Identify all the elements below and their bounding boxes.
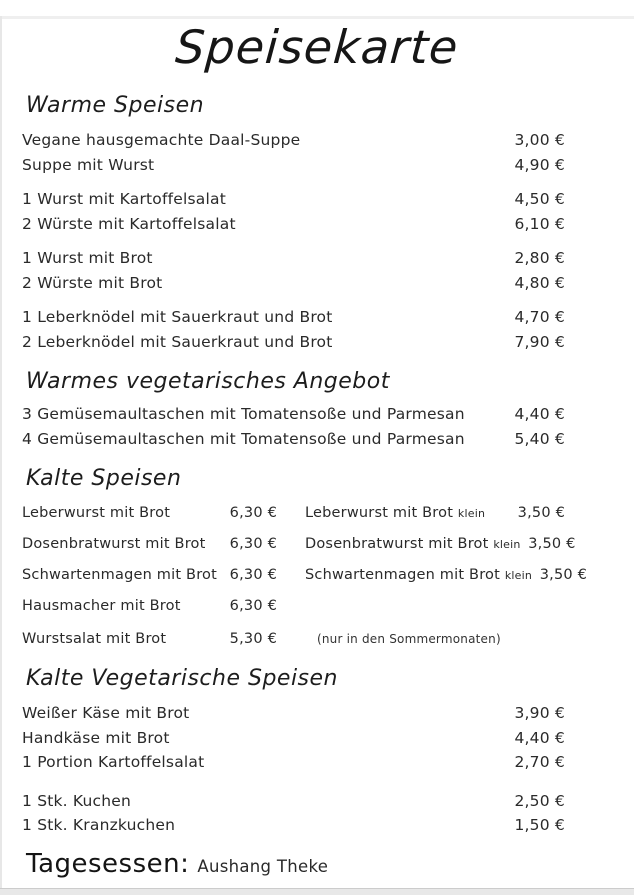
item-price: 7,90 €: [514, 332, 565, 351]
item-group: [22, 701, 565, 775]
item-name: Wurstsalat mit Brot: [22, 631, 167, 647]
item-name-small-portion: Schwartenmagen mit Brot klein: [305, 567, 533, 583]
menu-item-row: [22, 750, 565, 775]
item-group: [22, 187, 565, 236]
item-price: 6,30 €: [229, 567, 277, 583]
item-price: 2,50 €: [514, 791, 565, 810]
item-name: Schwartenmagen mit Brot: [22, 567, 217, 583]
menu-item-row: [22, 563, 588, 588]
menu-item-row: [22, 813, 565, 838]
menu-item-row: [22, 427, 565, 452]
size-label: klein: [504, 569, 533, 582]
item-group: [22, 402, 565, 451]
item-name: Leberwurst mit Brot: [22, 505, 171, 521]
item-price: 5,30 €: [229, 631, 277, 647]
page-bottom-edge: [0, 888, 634, 895]
menu-item-row: [22, 627, 565, 651]
item-price: 4,40 €: [514, 728, 565, 747]
item-name: Hausmacher mit Brot: [22, 598, 181, 614]
item-price: 3,90 €: [514, 704, 565, 722]
item-name-small-portion: Leberwurst mit Brot klein: [305, 505, 486, 521]
menu-page: [0, 16, 634, 895]
menu-item-row: [22, 246, 565, 271]
item-name: Weißer Käse mit Brot: [22, 704, 190, 722]
item-price: 3,50 €: [528, 536, 576, 552]
menu-item-row: [22, 271, 565, 296]
menu-item-row: [22, 305, 565, 330]
item-price: 4,70 €: [514, 308, 565, 326]
item-name: 2 Würste mit Brot: [22, 273, 163, 292]
item-name: Dosenbratwurst mit Brot: [22, 536, 206, 552]
menu-item-row: [22, 402, 565, 427]
item-price: 3,50 €: [539, 567, 588, 583]
item-group: [22, 305, 565, 354]
size-label: klein: [457, 507, 486, 520]
item-price: 6,10 €: [514, 214, 565, 233]
item-name: Vegane hausgemachte Daal-Suppe: [22, 131, 301, 149]
item-price: 6,30 €: [229, 536, 277, 552]
page-title: Speisekarte: [173, 20, 461, 74]
menu-item-row: [22, 701, 565, 726]
item-price: 4,50 €: [514, 190, 565, 208]
item-name: 1 Leberknödel mit Sauerkraut und Brot: [22, 308, 333, 326]
menu-item-row: [22, 789, 565, 814]
daily-special-line: [22, 848, 565, 880]
item-name: 1 Stk. Kranzkuchen: [22, 816, 176, 834]
item-name-small-portion: Dosenbratwurst mit Brot klein: [305, 536, 521, 552]
item-group: [22, 246, 565, 295]
item-name: 1 Wurst mit Brot: [22, 249, 153, 267]
daily-special-value: Aushang Theke: [197, 856, 329, 876]
item-name: Suppe mit Wurst: [22, 155, 155, 174]
item-name: Handkäse mit Brot: [22, 728, 170, 747]
item-price: 1,50 €: [514, 816, 565, 834]
item-name: 4 Gemüsemaultaschen mit Tomatensoße und Parmesan: [22, 429, 465, 448]
item-price: 3,50 €: [517, 505, 565, 521]
item-group: [22, 789, 565, 838]
item-price: 4,40 €: [514, 405, 565, 423]
item-name: 2 Würste mit Kartoffelsalat: [22, 214, 236, 233]
item-group: [22, 128, 565, 177]
section-heading-kalte-vegetarische-speisen: Kalte Vegetarische Speisen: [26, 666, 338, 691]
item-price: 5,40 €: [514, 429, 565, 448]
menu-item-row: [22, 501, 565, 526]
item-name: 1 Portion Kartoffelsalat: [22, 753, 205, 771]
menu-content: [0, 92, 634, 880]
menu-item-row: [22, 532, 576, 557]
item-name: 3 Gemüsemaultaschen mit Tomatensoße und Parmesan: [22, 405, 465, 423]
menu-item-row: [22, 128, 565, 153]
section-heading-kalte-speisen: Kalte Speisen: [26, 466, 182, 491]
menu-item-row: [22, 187, 565, 212]
menu-item-row: [22, 726, 565, 751]
size-label: klein: [493, 538, 521, 551]
item-price: 4,80 €: [514, 273, 565, 292]
menu-item-row: [22, 153, 565, 178]
item-name: 2 Leberknödel mit Sauerkraut und Brot: [22, 332, 333, 351]
item-price: 6,30 €: [229, 598, 277, 614]
section-heading-warme-speisen: Warme Speisen: [26, 93, 205, 118]
item-name: 1 Stk. Kuchen: [22, 791, 132, 810]
menu-item-row: [22, 594, 565, 618]
item-price: 2,80 €: [514, 249, 565, 267]
item-price: 2,70 €: [514, 753, 565, 771]
item-price: 3,00 €: [514, 131, 565, 149]
menu-item-row: [22, 212, 565, 237]
daily-special-label: Tagesessen:: [26, 848, 190, 879]
item-name: 1 Wurst mit Kartoffelsalat: [22, 190, 226, 208]
section-heading-warmes-vegetarisches-angebot: Warmes vegetarisches Angebot: [26, 369, 390, 394]
menu-item-row: [22, 330, 565, 355]
item-price: 4,90 €: [514, 155, 565, 174]
item-price: 6,30 €: [229, 505, 277, 521]
seasonal-note: (nur in den Sommermonaten): [317, 632, 501, 646]
